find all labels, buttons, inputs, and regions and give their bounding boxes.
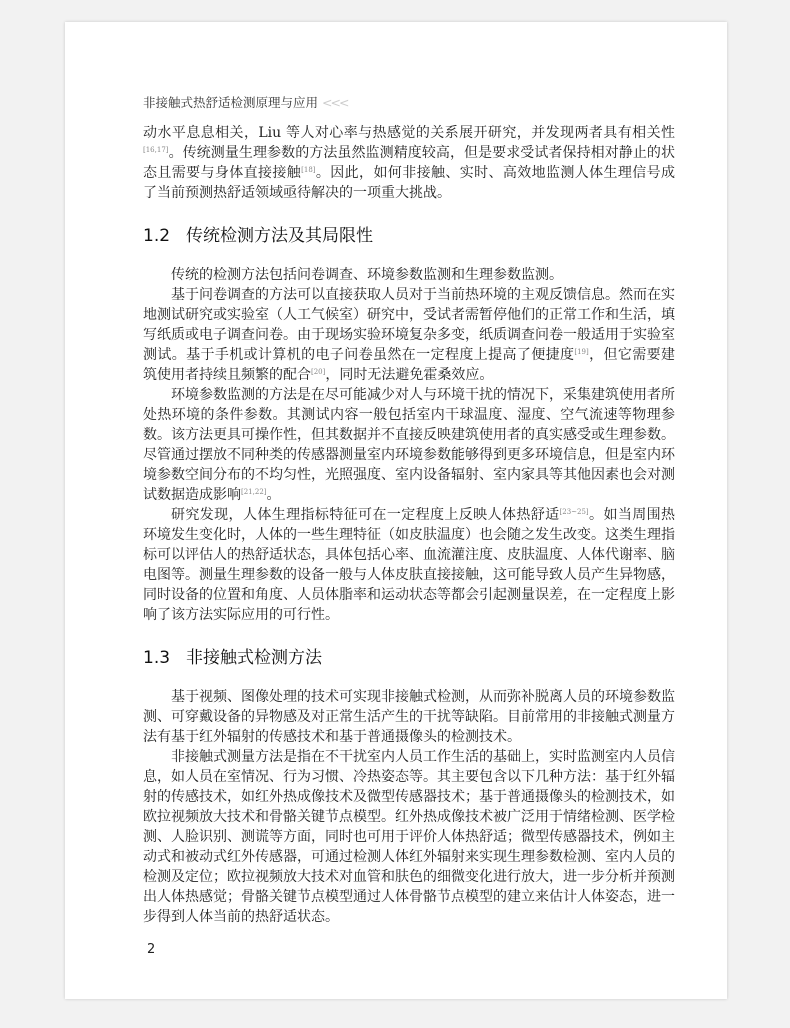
section-title: 传统检测方法及其局限性 bbox=[186, 226, 374, 246]
paragraph-text: 传统的检测方法包括问卷调查、环境参数监测和生理参数监测。 bbox=[171, 267, 563, 283]
paragraph bbox=[143, 505, 675, 625]
paragraph-text: 。 bbox=[266, 487, 281, 503]
section-1-2-body bbox=[143, 265, 675, 625]
running-head bbox=[143, 94, 675, 112]
citation-reference: [19] bbox=[574, 348, 589, 356]
paragraph-text: 动水平息息相关，Liu 等人对心率与热感觉的关系展开研究，并发现两者具有相关性 bbox=[143, 125, 675, 141]
citation-reference: [18] bbox=[301, 166, 316, 174]
paragraph-text: 基于视频、图像处理的技术可实现非接触式检测，从而弥补脱离人员的环境参数监测、可穿戴设备的异物感及对正常生活产生的干扰等缺陷。目前常用的非接触式测量方法有基于红外辐射的传感技术和基于普通摄像头的检测技术。 bbox=[143, 689, 675, 745]
page-number: 2 bbox=[147, 942, 156, 957]
paragraph-text: ，同时无法避免霍桑效应。 bbox=[325, 367, 494, 383]
paragraph bbox=[143, 687, 675, 747]
paragraph-text: 环境参数监测的方法是在尽可能减少对人与环境干扰的情况下，采集建筑使用者所处热环境的条件参数。其测试内容一般包括室内干球温度、湿度、空气流速等物理参数。该方法更具可操作性，但其数据并不直接反映建筑使用者的真实感受或生理参数。尽管通过摆放不同种类的传感器测量室内环境参数能够得到更多环境信息，但是室内环境参数空间分布的不均匀性，光照强度、室内设备辐射、室内家具等其他因素也会对测试数据造成影响 bbox=[143, 387, 675, 503]
paragraph bbox=[143, 123, 675, 203]
section-number: 1.3 bbox=[143, 648, 171, 668]
body-text-continued bbox=[143, 123, 675, 203]
section-number: 1.2 bbox=[143, 226, 171, 246]
paragraph bbox=[143, 385, 675, 505]
paragraph-text: ，但它需要建筑使用者持续且频繁的配合 bbox=[143, 347, 676, 383]
running-head-title: 非接触式热舒适检测原理与应用 bbox=[143, 95, 319, 110]
citation-reference: [23~25] bbox=[559, 508, 589, 516]
section-title: 非接触式检测方法 bbox=[186, 648, 323, 668]
paragraph-text: 基于问卷调查的方法可以直接获取人员对于当前热环境的主观反馈信息。然而在实地测试研究或实验室（人工气候室）研究中，受试者需暂停他们的正常工作和生活，填写纸质或电子调查问卷。由于现场实验环境复杂多变，纸质调查问卷一般适用于实验室测试。基于手机或计算机的电子问卷虽然在一定程度上提高了便捷度 bbox=[143, 287, 675, 363]
citation-reference: [20] bbox=[311, 368, 326, 376]
paragraph-text: 非接触式测量方法是指在不干扰室内人员工作生活的基础上，实时监测室内人员信息，如人员在室情况、行为习惯、冷热姿态等。其主要包含以下几种方法：基于红外辐射的传感技术，如红外热成像技术及微型传感器技术；基于普通摄像头的检测技术，如欧拉视频放大技术和骨骼关键节点模型。红外热成像技术被广泛用于情绪检测、医学检测、人脸识别、测谎等方面，同时也可用于评价人体热舒适；微型传感器技术，例如主动式和被动式红外传感器，可通过检测人体红外辐射来实现生理参数检测、室内人员的检测及定位；欧拉视频放大技术对血管和肤色的细微变化进行放大，进一步分析并预测出人体热感觉；骨骼关键节点模型通过人体骨骼节点模型的建立来估计人体姿态，进一步得到人体当前的热舒适状态。 bbox=[143, 749, 675, 925]
section-heading-1-2 bbox=[143, 225, 675, 247]
paragraph-text: 。传统测量生理参数的方法虽然监测精度较高，但是要求受试者保持相对静止的状态且需要与身体直接接触 bbox=[143, 145, 675, 181]
section-1-3-body bbox=[143, 687, 675, 927]
paragraph bbox=[143, 285, 675, 385]
section-heading-1-3 bbox=[143, 647, 675, 669]
citation-reference: [16,17] bbox=[143, 146, 169, 154]
paragraph-text: 研究发现，人体生理指标特征可在一定程度上反映人体热舒适 bbox=[171, 507, 560, 523]
paragraph-text: 。如当周围热环境发生变化时，人体的一些生理特征（如皮肤温度）也会随之发生改变。这类生理指标可以评估人的热舒适状态，具体包括心率、血流灌注度、皮肤温度、人体代谢率、脑电图等。测量生理参数的设备一般与人体皮肤直接接触，这可能导致人员产生异物感，同时设备的位置和角度、人员体脂率和运动状态等都会引起测量误差，在一定程度上影响了该方法实际应用的可行性。 bbox=[143, 507, 676, 623]
paragraph-text: 。因此，如何非接触、实时、高效地监测人体生理信号成了当前预测热舒适领域亟待解决的一项重大挑战。 bbox=[143, 165, 676, 201]
book-page bbox=[65, 22, 727, 999]
chevrons-icon: <<< bbox=[322, 95, 348, 110]
citation-reference: [21,22] bbox=[241, 488, 267, 496]
paragraph bbox=[143, 265, 675, 285]
paragraph bbox=[143, 747, 675, 927]
